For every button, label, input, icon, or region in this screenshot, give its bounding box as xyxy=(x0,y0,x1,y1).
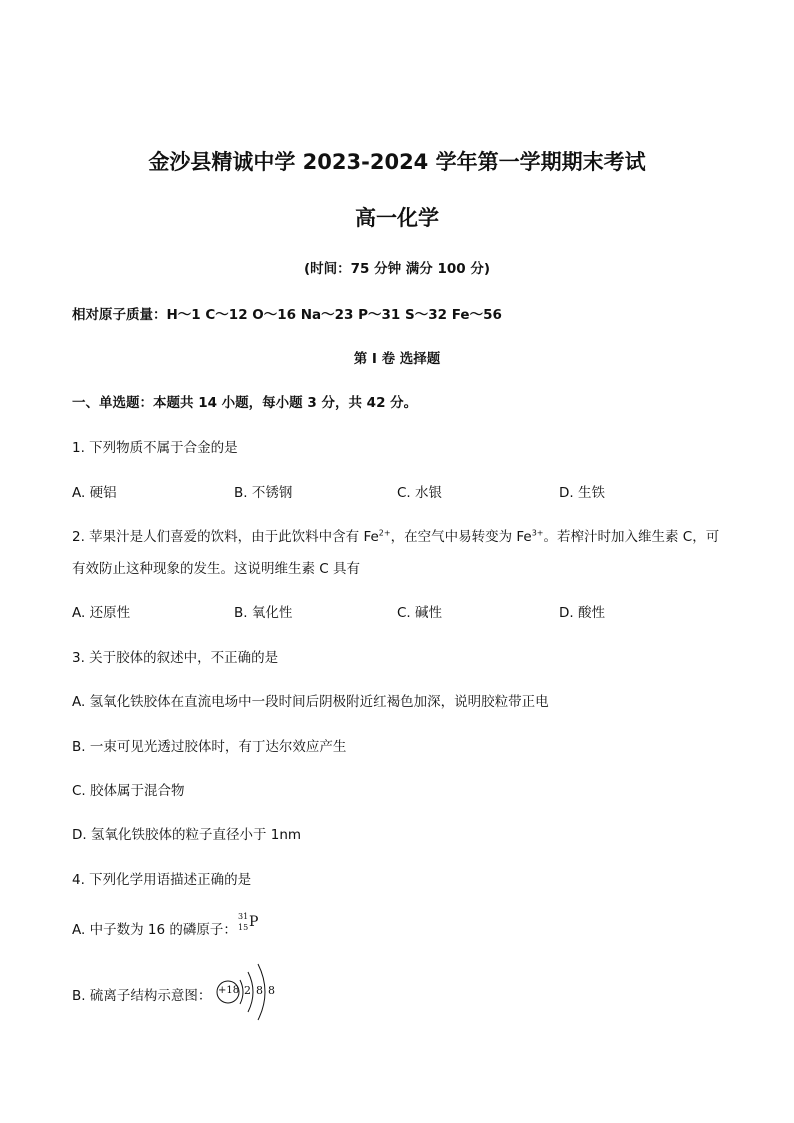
shell-arc-1 xyxy=(240,980,243,1004)
shell-electrons-3: 8 xyxy=(268,984,275,997)
q1-option-d: D. 生铁 xyxy=(559,485,605,501)
q4-option-b: B. 硫离子结构示意图： xyxy=(72,988,212,1004)
section-heading: 一、单选题：本题共 14 小题，每小题 3 分，共 42 分。 xyxy=(72,395,418,411)
q4-option-a: A. 中子数为 16 的磷原子： xyxy=(72,922,237,938)
q1-option-a: A. 硬铝 xyxy=(72,485,117,501)
shell-electrons-2: 8 xyxy=(256,984,263,997)
nuclide-mass-number: 31 xyxy=(238,912,249,921)
q2-option-b: B. 氧化性 xyxy=(234,605,293,621)
q2-sup-fe3: 3+ xyxy=(531,528,544,538)
q2-sup-fe2: 2+ xyxy=(378,528,391,538)
q2-stem-part-b: ，在空气中易转变为 Fe xyxy=(390,529,532,545)
q2-option-a: A. 还原性 xyxy=(72,605,131,621)
nucleus-charge: +18 xyxy=(218,985,240,996)
nuclide-atomic-number: 15 xyxy=(238,923,249,932)
q3-option-d: D. 氢氧化铁胶体的粒子直径小于 1nm xyxy=(72,827,302,843)
q1-option-b: B. 不锈钢 xyxy=(234,485,293,501)
atomic-mass-line: 相对原子质量：H～1 C～12 O～16 Na～23 P～31 S～32 Fe～56 xyxy=(72,307,502,323)
q1-stem: 1. 下列物质不属于合金的是 xyxy=(72,440,238,456)
q4-stem: 4. 下列化学用语描述正确的是 xyxy=(72,872,252,888)
q3-option-c: C. 胶体属于混合物 xyxy=(72,783,185,799)
q2-option-d: D. 酸性 xyxy=(559,605,605,621)
q1-option-c: C. 水银 xyxy=(397,485,443,501)
q2-stem-line2: 有效防止这种现象的发生。这说明维生素 C 具有 xyxy=(72,561,361,577)
volume-title: 第 I 卷 选择题 xyxy=(353,351,441,367)
nuclide-symbol: P xyxy=(249,914,259,930)
q2-stem-line1 xyxy=(72,525,719,545)
exam-title: 金沙县精诚中学 2023-2024 学年第一学期期末考试 xyxy=(148,150,646,174)
q3-stem: 3. 关于胶体的叙述中，不正确的是 xyxy=(72,650,279,666)
q3-option-a: A. 氢氧化铁胶体在直流电场中一段时间后阴极附近红褐色加深，说明胶粒带正电 xyxy=(72,694,549,710)
q3-option-b: B. 一束可见光透过胶体时，有丁达尔效应产生 xyxy=(72,739,347,755)
q2-stem-part-c: 。若榨汁时加入维生素 C，可 xyxy=(543,529,720,545)
shell-electrons-1: 2 xyxy=(244,984,251,997)
subject-title: 高一化学 xyxy=(355,206,439,230)
q2-stem-part-a: 2. 苹果汁是人们喜爱的饮料，由于此饮料中含有 Fe xyxy=(72,529,379,545)
ion-structure-diagram xyxy=(214,962,284,1022)
nuclide-notation xyxy=(238,912,268,936)
q2-option-c: C. 碱性 xyxy=(397,605,443,621)
exam-info: (时间：75 分钟 满分 100 分) xyxy=(303,261,491,277)
